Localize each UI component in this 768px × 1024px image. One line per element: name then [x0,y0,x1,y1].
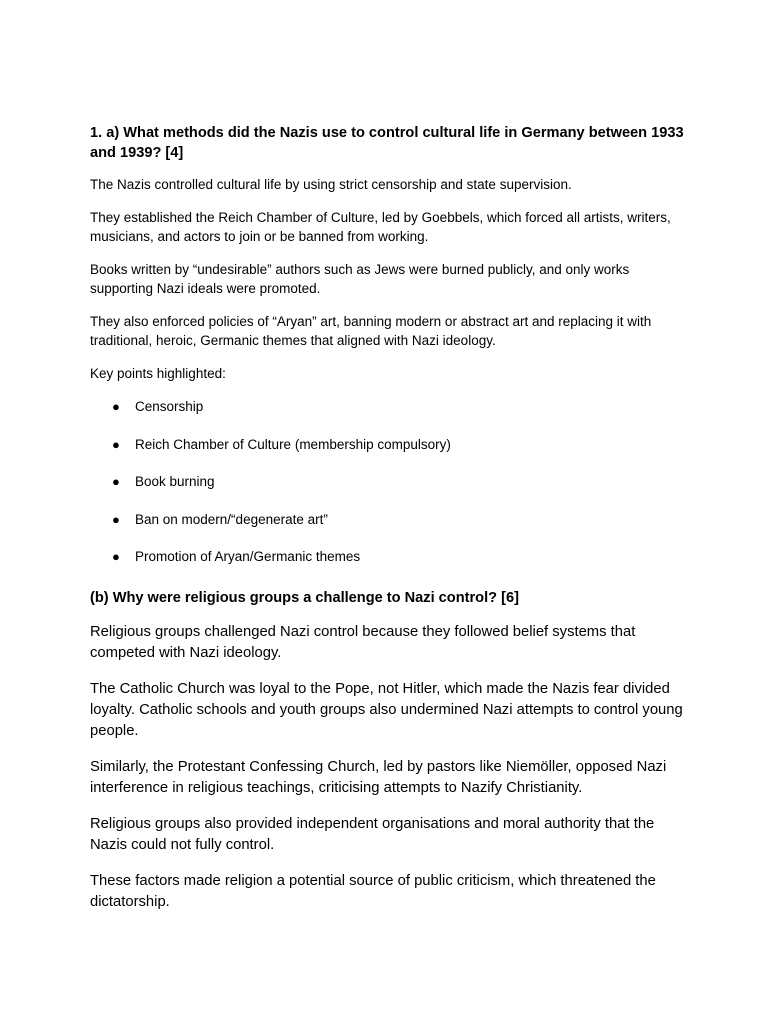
answer-b-paragraph-2: The Catholic Church was loyal to the Pope, not Hitler, which made the Nazis fear divided loyalty. Catholic schools and youth groups also undermined Nazi attempts to control young people. [90,681,683,739]
list-item-text: Book burning [135,474,215,489]
answer-b-paragraph-1: Religious groups challenged Nazi control because they followed belief systems that competed with Nazi ideology. [90,624,636,661]
bullet-icon: ● [112,549,120,564]
answer-b-paragraph-5: These factors made religion a potential source of public criticism, which threatened the dictatorship. [90,873,656,910]
list-item [90,547,686,566]
list-item [90,435,686,454]
list-item-text: Ban on modern/“degenerate art” [135,511,328,527]
answer-b-paragraph-4: Religious groups also provided independent organisations and moral authority that the Nazis could not fully control. [90,816,655,853]
list-item [90,397,686,416]
bullet-icon: ● [112,511,120,527]
answer-a-paragraph-3: Books written by “undesirable” authors such as Jews were burned publicly, and only works supporting Nazi ideals were promoted. [90,262,630,296]
list-item [90,472,686,491]
answer-a-paragraph-2: They established the Reich Chamber of Culture, led by Goebbels, which forced all artists, writers, musicians, and actors to join or be banned from working. [90,210,671,244]
key-points-label: Key points highlighted: [90,366,226,381]
question-a-heading: 1. a) What methods did the Nazis use to control cultural life in Germany between 1933 and 1939? [4] [90,125,684,161]
bullet-icon: ● [112,436,120,452]
list-item-text: Censorship [135,399,204,414]
bullet-icon: ● [112,474,120,489]
list-item-text: Reich Chamber of Culture (membership compulsory) [135,436,451,452]
answer-b-paragraph-3: Similarly, the Protestant Confessing Church, led by pastors like Niemöller, opposed Nazi interference in religious teachings, criticising attempts to Nazify Christianity. [90,759,667,796]
bullet-icon: ● [112,399,120,414]
answer-a-paragraph-1: The Nazis controlled cultural life by using strict censorship and state supervision. [90,177,572,192]
list-item [90,510,686,529]
key-points-list [90,397,686,566]
list-item-text: Promotion of Aryan/Germanic themes [135,549,361,564]
answer-a-paragraph-4: They also enforced policies of “Aryan” art, banning modern or abstract art and replacing it with traditional, heroic, Germanic themes that aligned with Nazi ideology. [90,314,652,348]
document-page [90,123,686,928]
question-b-heading: (b) Why were religious groups a challenge to Nazi control? [6] [90,590,519,606]
